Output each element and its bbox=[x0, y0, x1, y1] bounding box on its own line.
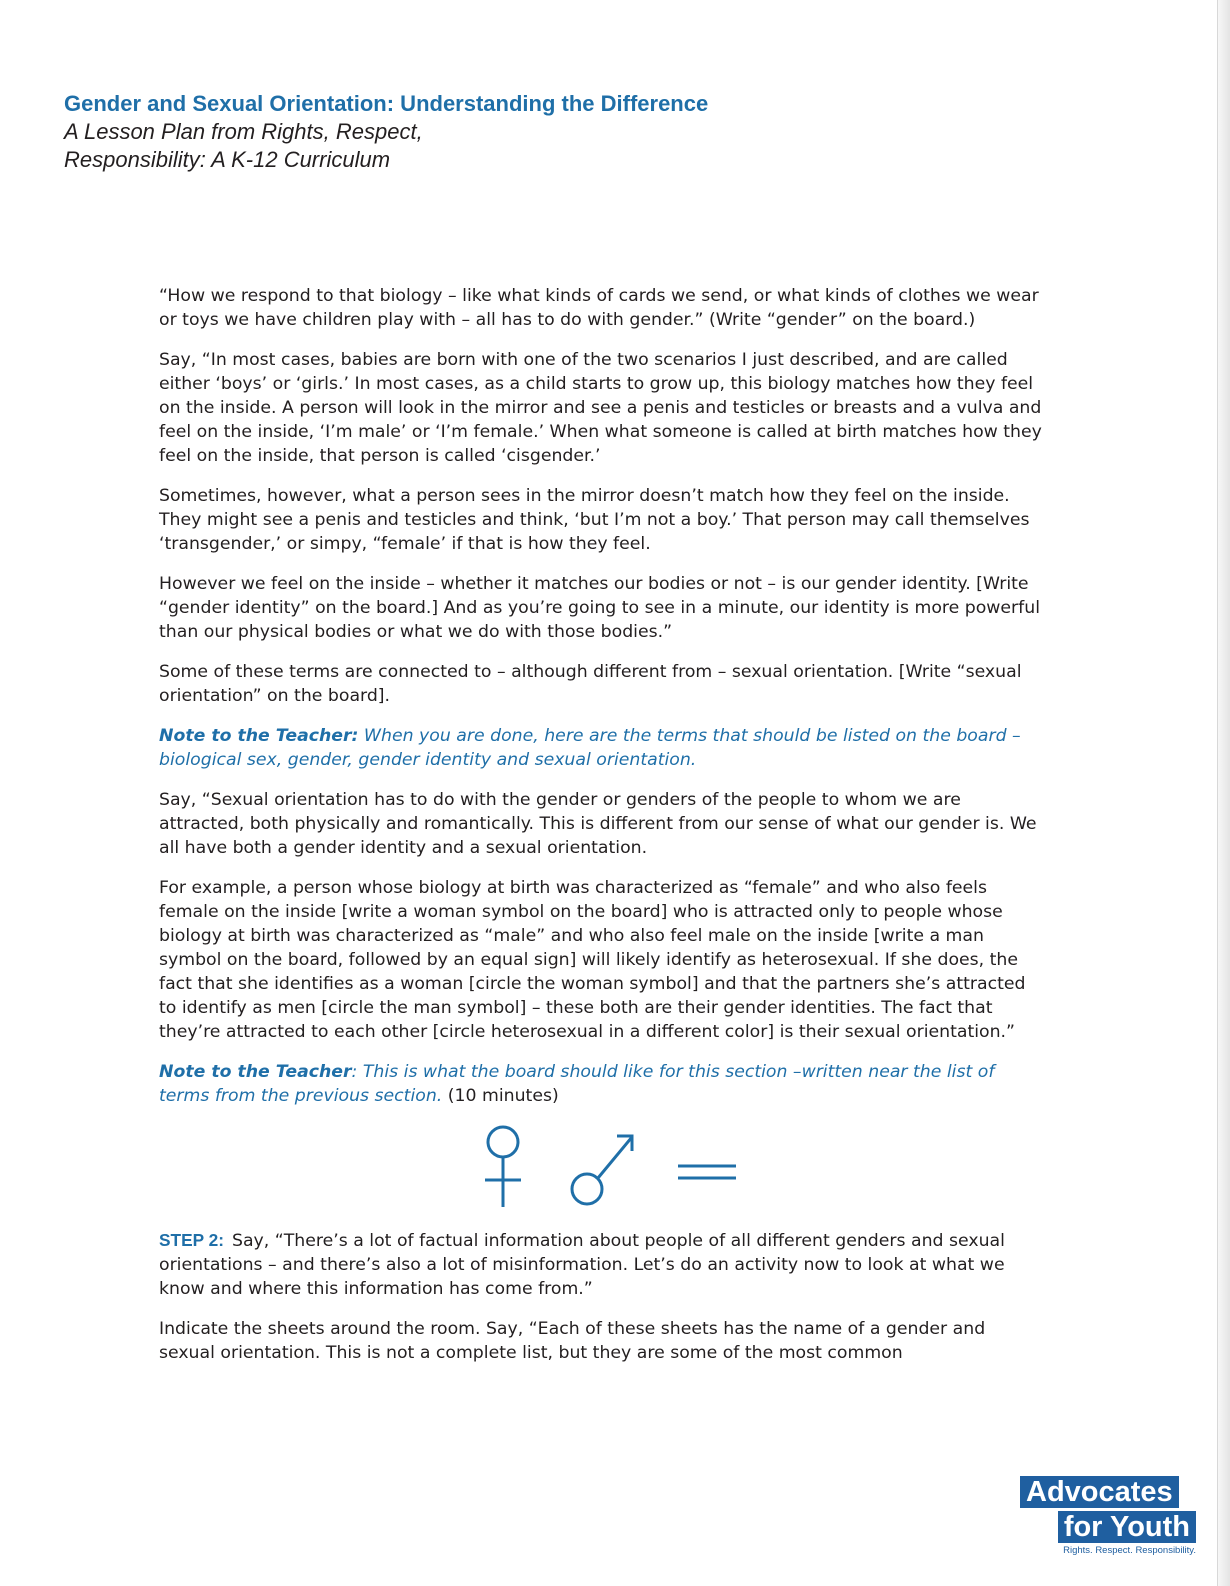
equals-sign-icon bbox=[678, 1166, 736, 1178]
paragraph: Sometimes, however, what a person sees in the mirror doesn’t match how they feel on the inside. They might see a penis and testicles and think, ‘but I’m not a boy.’ That person may call themselves ‘transgender,’ or simpy, “female’ if that is how they feel. bbox=[159, 486, 1030, 554]
teacher-note-text: : This is what the board should like for this section –written near the list of terms from the previous section. bbox=[159, 1062, 995, 1106]
advocates-for-youth-logo bbox=[1020, 1476, 1196, 1556]
step-2-paragraph bbox=[159, 1228, 1044, 1301]
subtitle-line-2: Responsibility: A K-12 Curriculum bbox=[64, 147, 391, 172]
paragraph: Some of these terms are connected to – although different from – sexual orientation. [Write “sexual orientation” on the board]. bbox=[159, 662, 1022, 706]
step-2-text: Say, “There’s a lot of factual information about people of all different genders and sexual orientations – and there’s also a lot of misinformation. Let’s do an activity now to look at what we know and where this information has come from.” bbox=[159, 1231, 1005, 1299]
paragraph: However we feel on the inside – whether it matches our bodies or not – is our gender identity. [Write “gender identity” on the board.] And as you’re going to see in a minute, our identity is more powerful than our physical bodies or what we do with those bodies.” bbox=[159, 574, 1040, 642]
step-2-label: STEP 2: bbox=[159, 1230, 224, 1250]
teacher-note-text: When you are done, here are the terms that should be listed on the board – biological sex, gender, gender identity and sexual orientation. bbox=[159, 726, 1021, 770]
page-edge bbox=[1217, 0, 1230, 1586]
document-subtitle bbox=[64, 118, 524, 174]
lesson-body bbox=[159, 284, 1044, 1381]
teacher-note-label: Note to the Teacher: bbox=[159, 726, 359, 746]
logo-line-2: for Youth bbox=[1058, 1511, 1196, 1543]
document-title: Gender and Sexual Orientation: Understanding the Difference bbox=[64, 91, 709, 116]
paragraph: Say, “In most cases, babies are born with one of the two scenarios I just described, and are called either ‘boys’ or ‘girls.’ In most cases, as a child starts to grow up, this biology matches how they feel on the inside. A person will look in the mirror and see a penis and testicles or breasts and a vulva and feel on the inside, ‘I’m male’ or ‘I’m female.’ When what someone is called at birth matches how they feel on the inside, that person is called ‘cisgender.’ bbox=[159, 350, 1042, 466]
teacher-note-label: Note to the Teacher bbox=[159, 1062, 352, 1082]
female-symbol-icon bbox=[485, 1127, 521, 1207]
document-header bbox=[64, 90, 884, 174]
board-symbols bbox=[469, 1122, 769, 1212]
subtitle-line-1: A Lesson Plan from Rights, Respect, bbox=[64, 119, 423, 144]
male-symbol-icon bbox=[572, 1136, 632, 1204]
logo-tagline: Rights. Respect. Responsibility. bbox=[1063, 1545, 1196, 1556]
teacher-note bbox=[159, 724, 1044, 772]
teacher-note bbox=[159, 1060, 1044, 1108]
time-estimate: (10 minutes) bbox=[442, 1086, 559, 1106]
paragraph: “How we respond to that biology – like what kinds of cards we send, or what kinds of clothes we wear or toys we have children play with – all has to do with gender.” (Write “gender” on the board.) bbox=[159, 286, 1039, 330]
logo-line-1: Advocates bbox=[1020, 1476, 1179, 1508]
paragraph: Say, “Sexual orientation has to do with the gender or genders of the people to whom we are attracted, both physically and romantically. This is different from our sense of what our gender is. We all have both a gender identity and a sexual orientation. bbox=[159, 790, 1037, 858]
paragraph: Indicate the sheets around the room. Say, “Each of these sheets has the name of a gender and sexual orientation. This is not a complete list, but they are some of the most common bbox=[159, 1319, 986, 1363]
paragraph: For example, a person whose biology at birth was characterized as “female” and who also feels female on the inside [write a woman symbol on the board] who is attracted only to people whose biology at birth was characterized as “male” and who also feel male on the inside [write a man symbol on the board, followed by an equal sign] will likely identify as heterosexual. If she does, the fact that she identifies as a woman [circle the woman symbol] and that the partners she’s attracted to identify as men [circle the man symbol] – these both are their gender identities. The fact that they’re attracted to each other [circle heterosexual in a different color] is their sexual orientation.” bbox=[159, 878, 1026, 1042]
